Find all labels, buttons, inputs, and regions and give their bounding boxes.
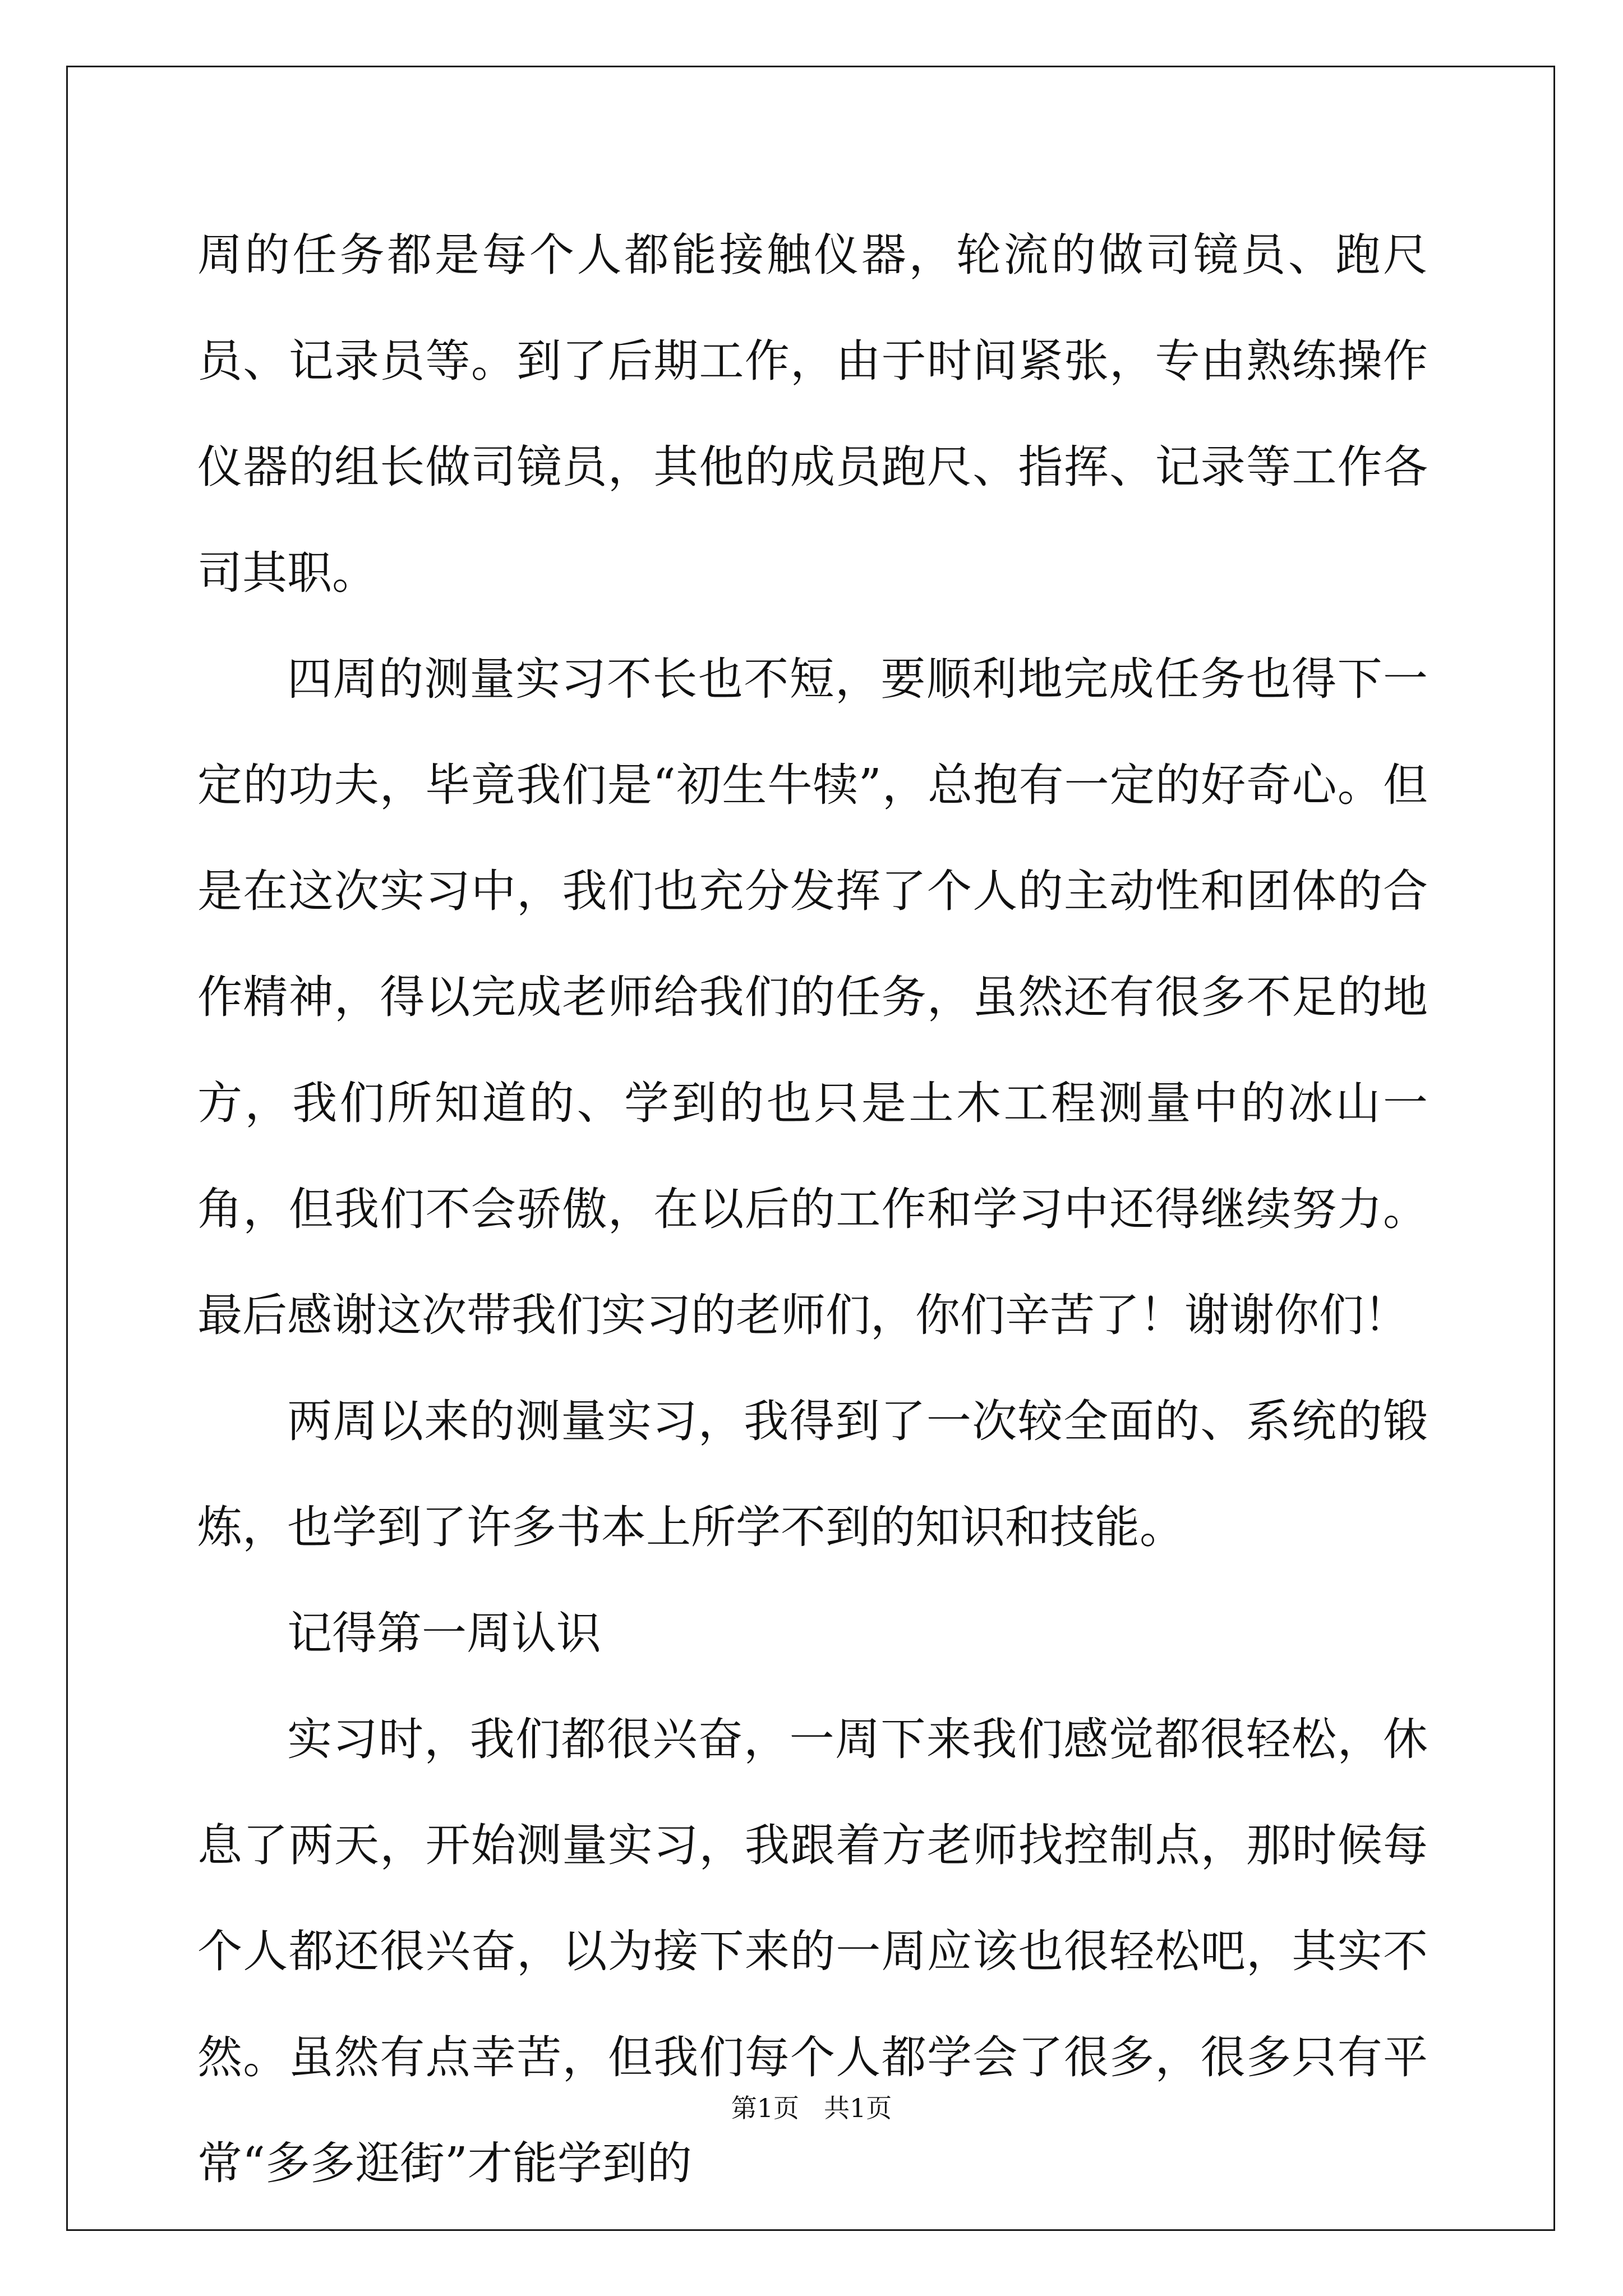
paragraph: 周的任务都是每个人都能接触仪器，轮流的做司镜员、跑尺员、记录员等。到了后期工作，由于时间紧张，专由熟练操作仪器的组长做司镜员，其他的成员跑尺、指挥、记录等工作各司其职。 <box>197 229 1428 599</box>
document-body <box>197 202 1428 2216</box>
page-total: 共1页 <box>824 2093 892 2123</box>
paragraph: 四周的测量实习不长也不短，要顺利地完成任务也得下一定的功夫，毕竟我们是“初生牛犊”，总抱有一定的好奇心。但是在这次实习中，我们也充分发挥了个人的主动性和团体的合作精神，得以完成老师给我们的任务，虽然还有很多不足的地方，我们所知道的、学到的也只是土木工程测量中的冰山一角，但我们不会骄傲，在以后的工作和学习中还得继续努力。最后感谢这次带我们实习的老师们，你们辛苦了！谢谢你们！ <box>197 653 1428 1341</box>
paragraph: 记得第一周认识 <box>287 1607 601 1659</box>
paragraph: 实习时，我们都很兴奋，一周下来我们感觉都很轻松，休息了两天，开始测量实习，我跟着方老师找控制点，那时候每个人都还很兴奋，以为接下来的一周应该也很轻松吧，其实不然。虽然有点幸苦，但我们每个人都学会了很多，很多只有平常“多多逛街”才能学到的 <box>197 1713 1428 2189</box>
paragraph: 两周以来的测量实习，我得到了一次较全面的、系统的锻炼，也学到了许多书本上所学不到的知识和技能。 <box>197 1395 1428 1553</box>
page-number: 第1页 <box>731 2093 799 2123</box>
page-footer <box>0 2091 1623 2125</box>
